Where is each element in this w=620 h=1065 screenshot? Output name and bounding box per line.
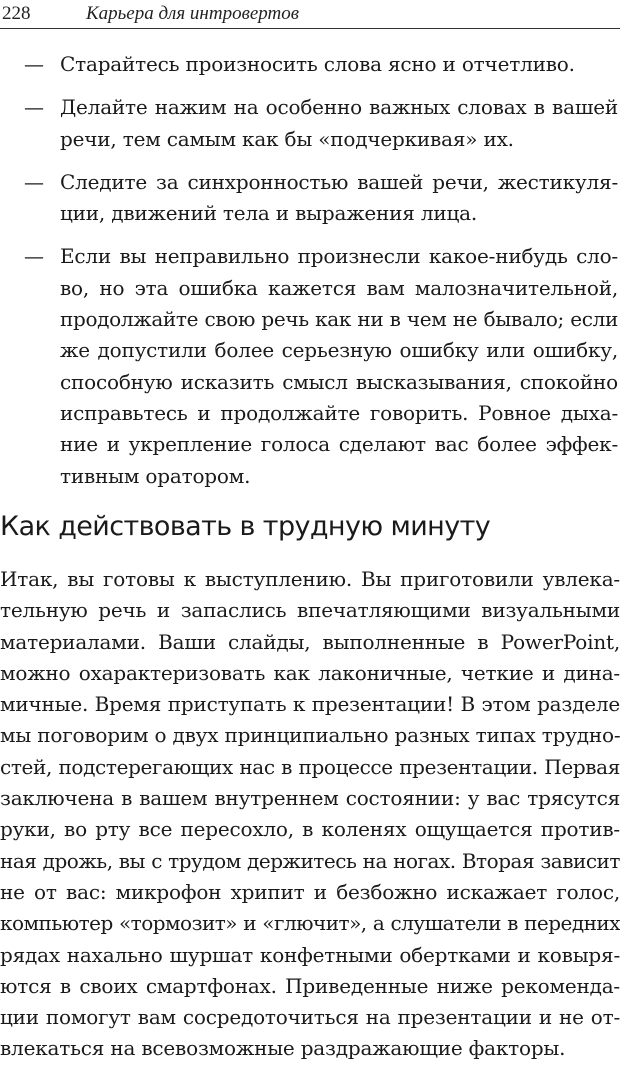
text-line: рядах нахально шуршат конфетными обертками и ковыря-: [0, 942, 620, 967]
bullet-dash: —: [24, 95, 44, 120]
text-line: Старайтесь произносить слова ясно и отчетливо.: [60, 52, 575, 76]
text-line: ются в своих смартфонах. Приведенные ниже рекоменда-: [0, 973, 620, 998]
text-line: можно охарактеризовать как лаконичные, четкие и дина-: [0, 660, 620, 685]
running-header: [0, 0, 620, 30]
text-line: мы поговорим о двух принципиально разных типах трудно-: [0, 723, 620, 748]
text-line: компьютер «тормозит» и «глючит», а слушатели в передних: [0, 911, 620, 936]
text-line: Если вы неправильно произнесли какое-нибудь сло-: [60, 244, 618, 269]
text-line: ции, движений тела и выражения лица.: [60, 201, 478, 226]
text-line: руки, во рту все пересохло, в коленях ощущается против-: [0, 817, 620, 842]
text-line: ная дрожь, вы с трудом держитесь на ногах. Вторая зависит: [0, 848, 620, 873]
text-line: стей, подстерегающих нас в процессе презентации. Первая: [0, 754, 620, 779]
running-title: Карьера для интровертов: [86, 3, 299, 24]
section-heading: Как действовать в трудную минуту: [0, 511, 491, 542]
body-paragraph: [0, 564, 620, 1065]
text-line: материалами. Ваши слайды, выполненные в PowerPoint,: [0, 629, 620, 654]
bullet-list: [24, 49, 618, 504]
bullet-dash: —: [24, 169, 44, 194]
text-line: Делайте нажим на особенно важных словах в вашей: [60, 95, 618, 120]
text-line: Итак, вы готовы к выступлению. Вы приготовили увлека-: [0, 567, 620, 591]
bullet-dash: —: [24, 244, 44, 269]
page-number: 228: [2, 3, 31, 24]
text-line: же допустили более серьезную ошибку или ошибку,: [60, 338, 618, 363]
text-line: продолжайте свою речь как ни в чем не бывало; если: [60, 307, 618, 332]
bullet-item: [24, 92, 618, 155]
text-line: тивным оратором.: [60, 463, 251, 488]
text-line: не от вас: микрофон хрипит и безбожно искажает голос,: [0, 879, 620, 904]
text-line: способную исказить смысл высказывания, спокойно: [60, 369, 618, 394]
text-line: исправьтесь и продолжайте говорить. Ровное дыха-: [60, 400, 618, 425]
text-line: Следите за синхронностью вашей речи, жестикуля-: [60, 169, 618, 194]
text-line: тельную речь и запаслись впечатляющими визуальными: [0, 598, 620, 623]
text-line: ции помогут вам сосредоточиться на презентации и не от-: [0, 1005, 620, 1030]
text-line: ние и укрепление голоса сделают вас более эффек-: [60, 432, 618, 457]
text-line: заключена в вашем внутреннем состоянии: у вас трясутся: [0, 786, 620, 811]
bullet-item: [24, 49, 618, 80]
header-rule: [0, 28, 620, 29]
text-line: влекаться на всевозможные раздражающие факторы.: [0, 1036, 566, 1061]
text-line: мичные. Время приступать к презентации! В этом разделе: [0, 692, 620, 717]
text-line: речи, тем самым как бы «подчеркивая» их.: [60, 126, 514, 151]
bullet-dash: —: [24, 52, 44, 76]
text-line: во, но эта ошибка кажется вам малозначительной,: [60, 275, 618, 300]
bullet-item: [24, 241, 618, 491]
bullet-item: [24, 167, 618, 230]
